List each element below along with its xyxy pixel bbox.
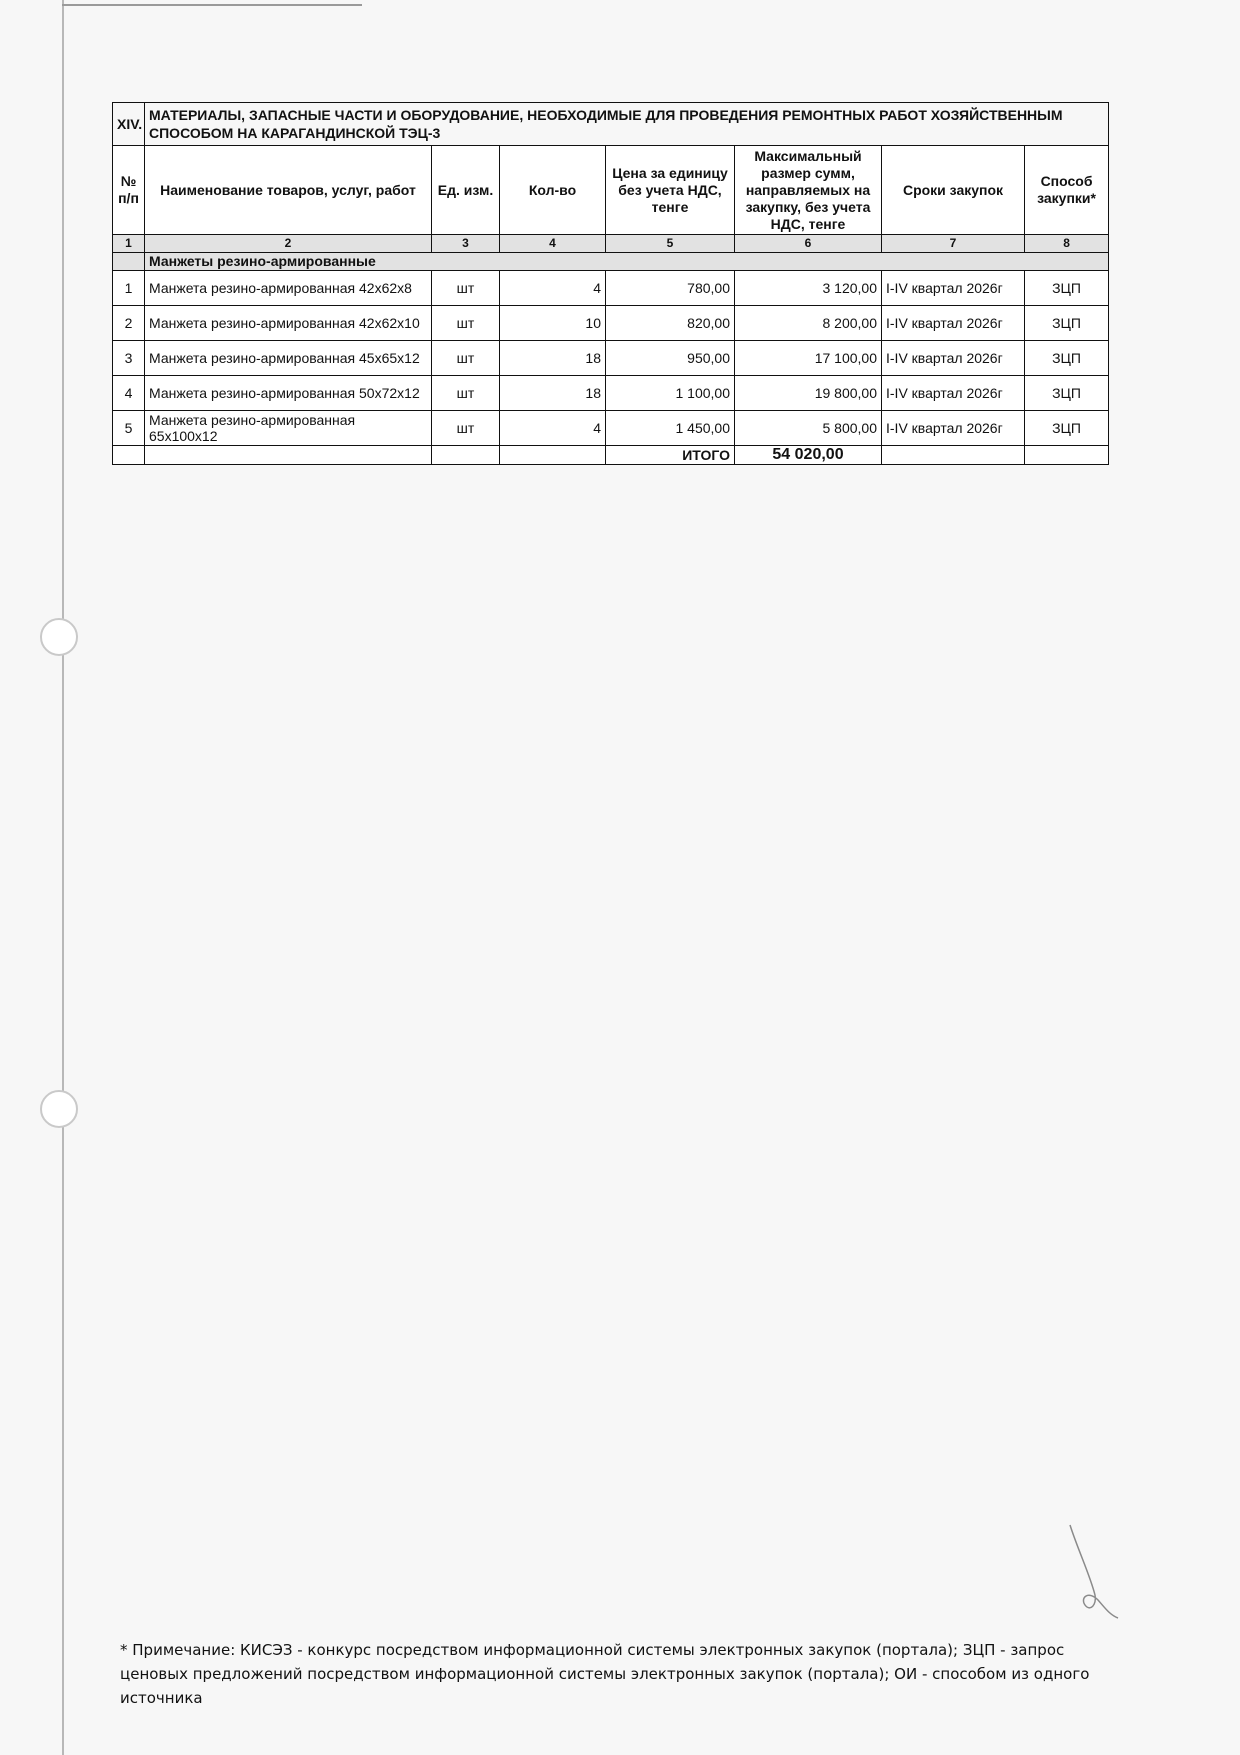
row-unit: шт	[432, 411, 500, 446]
row-sum: 19 800,00	[735, 376, 882, 411]
column-number: 2	[145, 235, 432, 253]
total-empty-cell	[1025, 446, 1109, 465]
column-number: 1	[113, 235, 145, 253]
row-qty: 4	[500, 271, 606, 306]
column-number: 5	[606, 235, 735, 253]
table-row	[113, 376, 1109, 411]
total-empty-cell	[882, 446, 1025, 465]
row-method: ЗЦП	[1025, 306, 1109, 341]
row-name: Манжета резино-армированная 45х65х12	[145, 341, 432, 376]
header-price: Цена за единицу без учета НДС, тенге	[606, 146, 735, 235]
row-unit: шт	[432, 271, 500, 306]
row-period: I-IV квартал 2026г	[882, 376, 1025, 411]
row-method: ЗЦП	[1025, 341, 1109, 376]
section-title-row	[113, 103, 1109, 146]
row-price: 950,00	[606, 341, 735, 376]
total-empty-cell	[145, 446, 432, 465]
procurement-table	[112, 102, 1109, 465]
row-method: ЗЦП	[1025, 271, 1109, 306]
total-label: ИТОГО	[606, 446, 735, 465]
total-empty-cell	[432, 446, 500, 465]
category-empty-cell	[113, 253, 145, 271]
table-row	[113, 411, 1109, 446]
footnote: * Примечание: КИСЭЗ - конкурс посредством информационной системы электронных закупок (портала); ЗЦП - запрос ценовых предложений посредством информационной системы электронных закупок (портала); ОИ - способом из одного источника	[120, 1641, 1090, 1707]
column-number: 7	[882, 235, 1025, 253]
punch-hole	[40, 618, 78, 656]
column-number: 8	[1025, 235, 1109, 253]
header-period: Сроки закупок	[882, 146, 1025, 235]
row-num: 5	[113, 411, 145, 446]
table-row	[113, 271, 1109, 306]
row-name: Манжета резино-армированная 50х72х12	[145, 376, 432, 411]
total-empty-cell	[500, 446, 606, 465]
row-sum: 3 120,00	[735, 271, 882, 306]
header-qty: Кол-во	[500, 146, 606, 235]
total-row	[113, 446, 1109, 465]
header-max-sum: Максимальный размер сумм, направляемых на закупку, без учета НДС, тенге	[735, 146, 882, 235]
row-sum: 17 100,00	[735, 341, 882, 376]
row-period: I-IV квартал 2026г	[882, 306, 1025, 341]
row-num: 2	[113, 306, 145, 341]
row-unit: шт	[432, 306, 500, 341]
total-value: 54 020,00	[735, 446, 882, 465]
page-top-edge	[62, 4, 362, 6]
row-unit: шт	[432, 341, 500, 376]
column-number: 3	[432, 235, 500, 253]
row-method: ЗЦП	[1025, 411, 1109, 446]
row-name: Манжета резино-армированная 42х62х10	[145, 306, 432, 341]
table-row	[113, 306, 1109, 341]
row-price: 1 450,00	[606, 411, 735, 446]
column-number: 6	[735, 235, 882, 253]
row-price: 1 100,00	[606, 376, 735, 411]
row-qty: 4	[500, 411, 606, 446]
row-method: ЗЦП	[1025, 376, 1109, 411]
row-name: Манжета резино-армированная 42х62х8	[145, 271, 432, 306]
column-number: 4	[500, 235, 606, 253]
row-qty: 18	[500, 376, 606, 411]
row-num: 4	[113, 376, 145, 411]
row-period: I-IV квартал 2026г	[882, 271, 1025, 306]
row-num: 3	[113, 341, 145, 376]
row-name: Манжета резино-армированная 65х100х12	[145, 411, 432, 446]
column-number-row	[113, 235, 1109, 253]
section-title: МАТЕРИАЛЫ, ЗАПАСНЫЕ ЧАСТИ И ОБОРУДОВАНИЕ, НЕОБХОДИМЫЕ ДЛЯ ПРОВЕДЕНИЯ РЕМОНТНЫХ РАБОТ ХОЗЯЙСТВЕННЫМ СПОСОБОМ НА КАРАГАНДИНСКОЙ ТЭЦ-3	[145, 103, 1109, 146]
row-price: 820,00	[606, 306, 735, 341]
total-empty-cell	[113, 446, 145, 465]
category-label: Манжеты резино-армированные	[145, 253, 1109, 271]
header-method: Способ закупки*	[1025, 146, 1109, 235]
punch-hole	[40, 1090, 78, 1128]
header-row	[113, 146, 1109, 235]
header-unit: Ед. изм.	[432, 146, 500, 235]
row-num: 1	[113, 271, 145, 306]
row-qty: 18	[500, 341, 606, 376]
header-name: Наименование товаров, услуг, работ	[145, 146, 432, 235]
header-num: № п/п	[113, 146, 145, 235]
section-number: XIV.	[113, 103, 145, 146]
row-sum: 8 200,00	[735, 306, 882, 341]
page-edge	[62, 0, 64, 1755]
row-qty: 10	[500, 306, 606, 341]
row-sum: 5 800,00	[735, 411, 882, 446]
category-row	[113, 253, 1109, 271]
row-period: I-IV квартал 2026г	[882, 341, 1025, 376]
row-unit: шт	[432, 376, 500, 411]
signature-mark	[1040, 1520, 1130, 1620]
table-row	[113, 341, 1109, 376]
row-period: I-IV квартал 2026г	[882, 411, 1025, 446]
row-price: 780,00	[606, 271, 735, 306]
